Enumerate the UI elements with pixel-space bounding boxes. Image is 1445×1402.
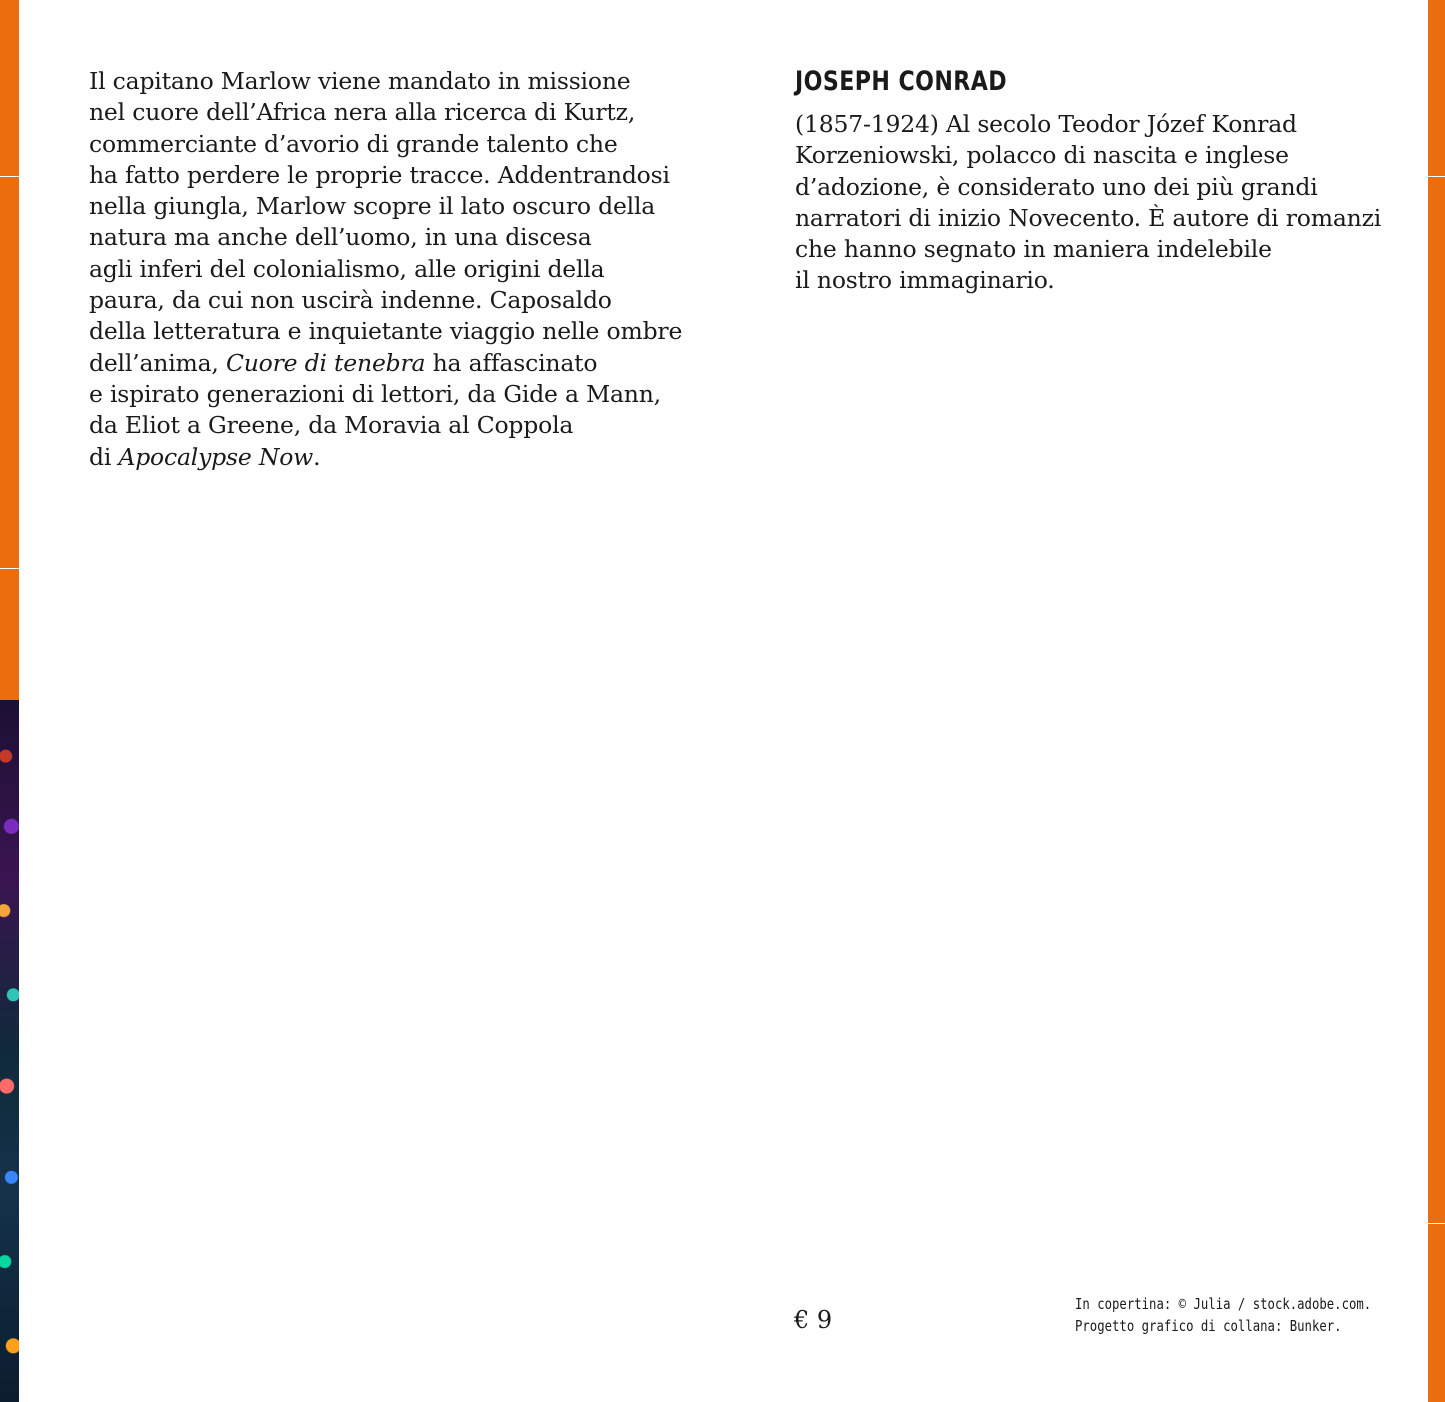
- bio-line: (1857-1924) Al secolo Teodor Józef Konrad: [795, 110, 1297, 138]
- blurb-line: [89, 442, 659, 473]
- blurb-line: nella giungla, Marlow scopre il lato oscuro della: [89, 192, 656, 221]
- book-title: Cuore di tenebra: [225, 348, 426, 377]
- cover-credit: In copertina: © Julia / stock.adobe.com.: [1075, 1295, 1372, 1313]
- blurb-line: [89, 348, 659, 379]
- blurb-text: di: [89, 442, 119, 471]
- bio-line: narratori di inizio Novecento. È autore di romanzi: [795, 203, 1382, 232]
- film-title: Apocalypse Now: [118, 442, 314, 471]
- blurb-line: e ispirato generazioni di lettori, da Gide a Mann,: [89, 379, 661, 408]
- blurb-line: commerciante d’avorio di grande talento che: [89, 129, 618, 158]
- book-blurb: [89, 66, 683, 473]
- price: € 9: [794, 1306, 833, 1334]
- blurb-text: ha affascinato: [425, 348, 598, 377]
- blurb-line: da Eliot a Greene, da Moravia al Coppola: [89, 411, 574, 440]
- credits: [1075, 1293, 1371, 1337]
- blurb-text: dell’anima,: [89, 348, 226, 377]
- bio-line: il nostro immaginario.: [795, 266, 1055, 295]
- cover-art-strip: [0, 700, 19, 1402]
- blurb-line: agli inferi del colonialismo, alle origini della: [89, 254, 605, 283]
- blurb-text: .: [313, 442, 321, 471]
- blurb-line: ha fatto perdere le proprie tracce. Addentrandosi: [89, 160, 670, 189]
- fold-mark: [1428, 1223, 1445, 1224]
- fold-mark: [0, 176, 19, 177]
- author-name: JOSEPH CONRAD: [795, 66, 1008, 97]
- fold-mark: [0, 568, 19, 569]
- blurb-line: natura ma anche dell’uomo, in una discesa: [89, 223, 592, 252]
- left-edge-strip: [0, 0, 19, 1402]
- design-credit: Progetto grafico di collana: Bunker.: [1075, 1317, 1342, 1335]
- bio-line: che hanno segnato in maniera indelebile: [795, 235, 1272, 264]
- author-bio: [795, 109, 1395, 297]
- fold-mark: [1428, 176, 1445, 177]
- bio-line: d’adozione, è considerato uno dei più grandi: [795, 172, 1318, 201]
- blurb-line: Il capitano Marlow viene mandato in missione: [89, 67, 631, 95]
- blurb-line: paura, da cui non uscirà indenne. Caposaldo: [89, 286, 612, 315]
- right-edge-strip: [1428, 0, 1445, 1402]
- bio-line: Korzeniowski, polacco di nascita e inglese: [795, 141, 1289, 170]
- blurb-line: nel cuore dell’Africa nera alla ricerca di Kurtz,: [89, 98, 636, 127]
- blurb-line: della letteratura e inquietante viaggio nelle ombre: [89, 317, 683, 346]
